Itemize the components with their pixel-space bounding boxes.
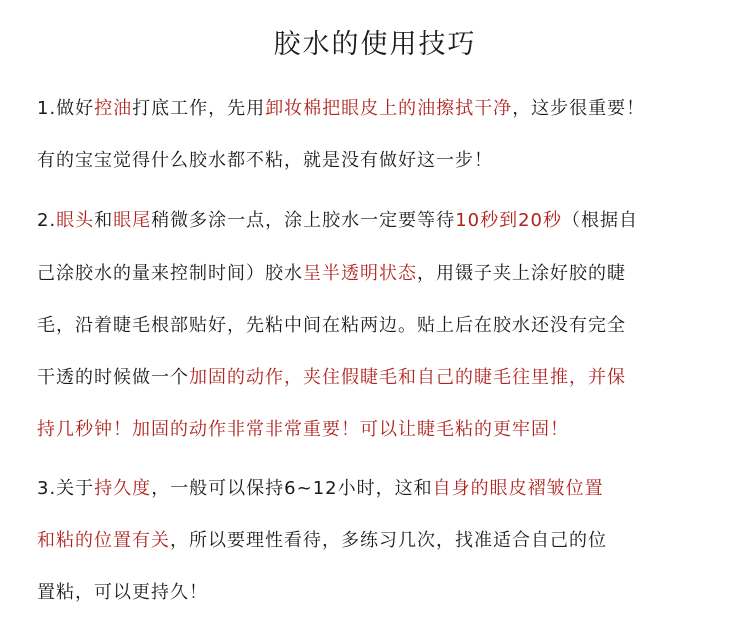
tip-2-line-1 bbox=[37, 208, 638, 234]
tip-1-line-1 bbox=[37, 96, 645, 122]
highlighted-text: 控油 bbox=[94, 98, 133, 119]
highlighted-text: 和粘的位置有关 bbox=[37, 530, 170, 551]
highlighted-text: 眼尾 bbox=[113, 210, 152, 231]
body-text: 1.做好 bbox=[37, 98, 95, 119]
highlighted-text: 加固的动作，夹住假睫毛和自己的睫毛往里推，并保 bbox=[189, 367, 626, 388]
body-text: 有的宝宝觉得什么胶水都不粘，就是没有做好这一步！ bbox=[37, 150, 493, 171]
body-text: 和 bbox=[94, 210, 114, 231]
highlighted-text: 10秒到20秒 bbox=[455, 210, 562, 231]
body-text: 干透的时候做一个 bbox=[37, 367, 189, 388]
tip-2-line-2 bbox=[37, 261, 626, 287]
page-title: 胶水的使用技巧 bbox=[273, 29, 477, 60]
body-text: 2. bbox=[37, 210, 57, 231]
highlighted-text: 卸妆棉把眼皮上的油擦拭干净 bbox=[265, 98, 513, 119]
body-text: 3.关于 bbox=[37, 478, 95, 499]
body-text: ，用镊子夹上涂好胶的睫 bbox=[417, 263, 626, 284]
body-text: 置粘，可以更持久！ bbox=[37, 582, 208, 603]
body-text: ，所以要理性看待，多练习几次，找准适合自己的位 bbox=[170, 530, 607, 551]
body-text: 稍微多涂一点，涂上胶水一定要等待 bbox=[151, 210, 456, 231]
highlighted-text: 呈半透明状态 bbox=[303, 263, 417, 284]
tip-2-line-5 bbox=[37, 417, 569, 443]
tip-3-line-1 bbox=[37, 476, 604, 502]
highlighted-text: 持几秒钟！加固的动作非常非常重要！可以让睫毛粘的更牢固！ bbox=[37, 419, 569, 440]
highlighted-text: 自身的眼皮褶皱位置 bbox=[432, 478, 604, 499]
body-text: ，一般可以保持6~12小时，这和 bbox=[151, 478, 433, 499]
tip-2-line-3 bbox=[37, 313, 626, 339]
body-text: （根据自 bbox=[562, 210, 638, 231]
highlighted-text: 眼头 bbox=[56, 210, 95, 231]
tip-1-line-2 bbox=[37, 148, 493, 174]
tip-3-line-2 bbox=[37, 528, 607, 554]
body-text: ，这步很重要！ bbox=[512, 98, 646, 119]
tip-3-line-3 bbox=[37, 580, 208, 606]
body-text: 打底工作，先用 bbox=[132, 98, 266, 119]
body-text: 己涂胶水的量来控制时间）胶水 bbox=[37, 263, 303, 284]
highlighted-text: 持久度 bbox=[94, 478, 152, 499]
tip-2-line-4 bbox=[37, 365, 626, 391]
body-text: 毛，沿着睫毛根部贴好，先粘中间在粘两边。贴上后在胶水还没有完全 bbox=[37, 315, 626, 336]
